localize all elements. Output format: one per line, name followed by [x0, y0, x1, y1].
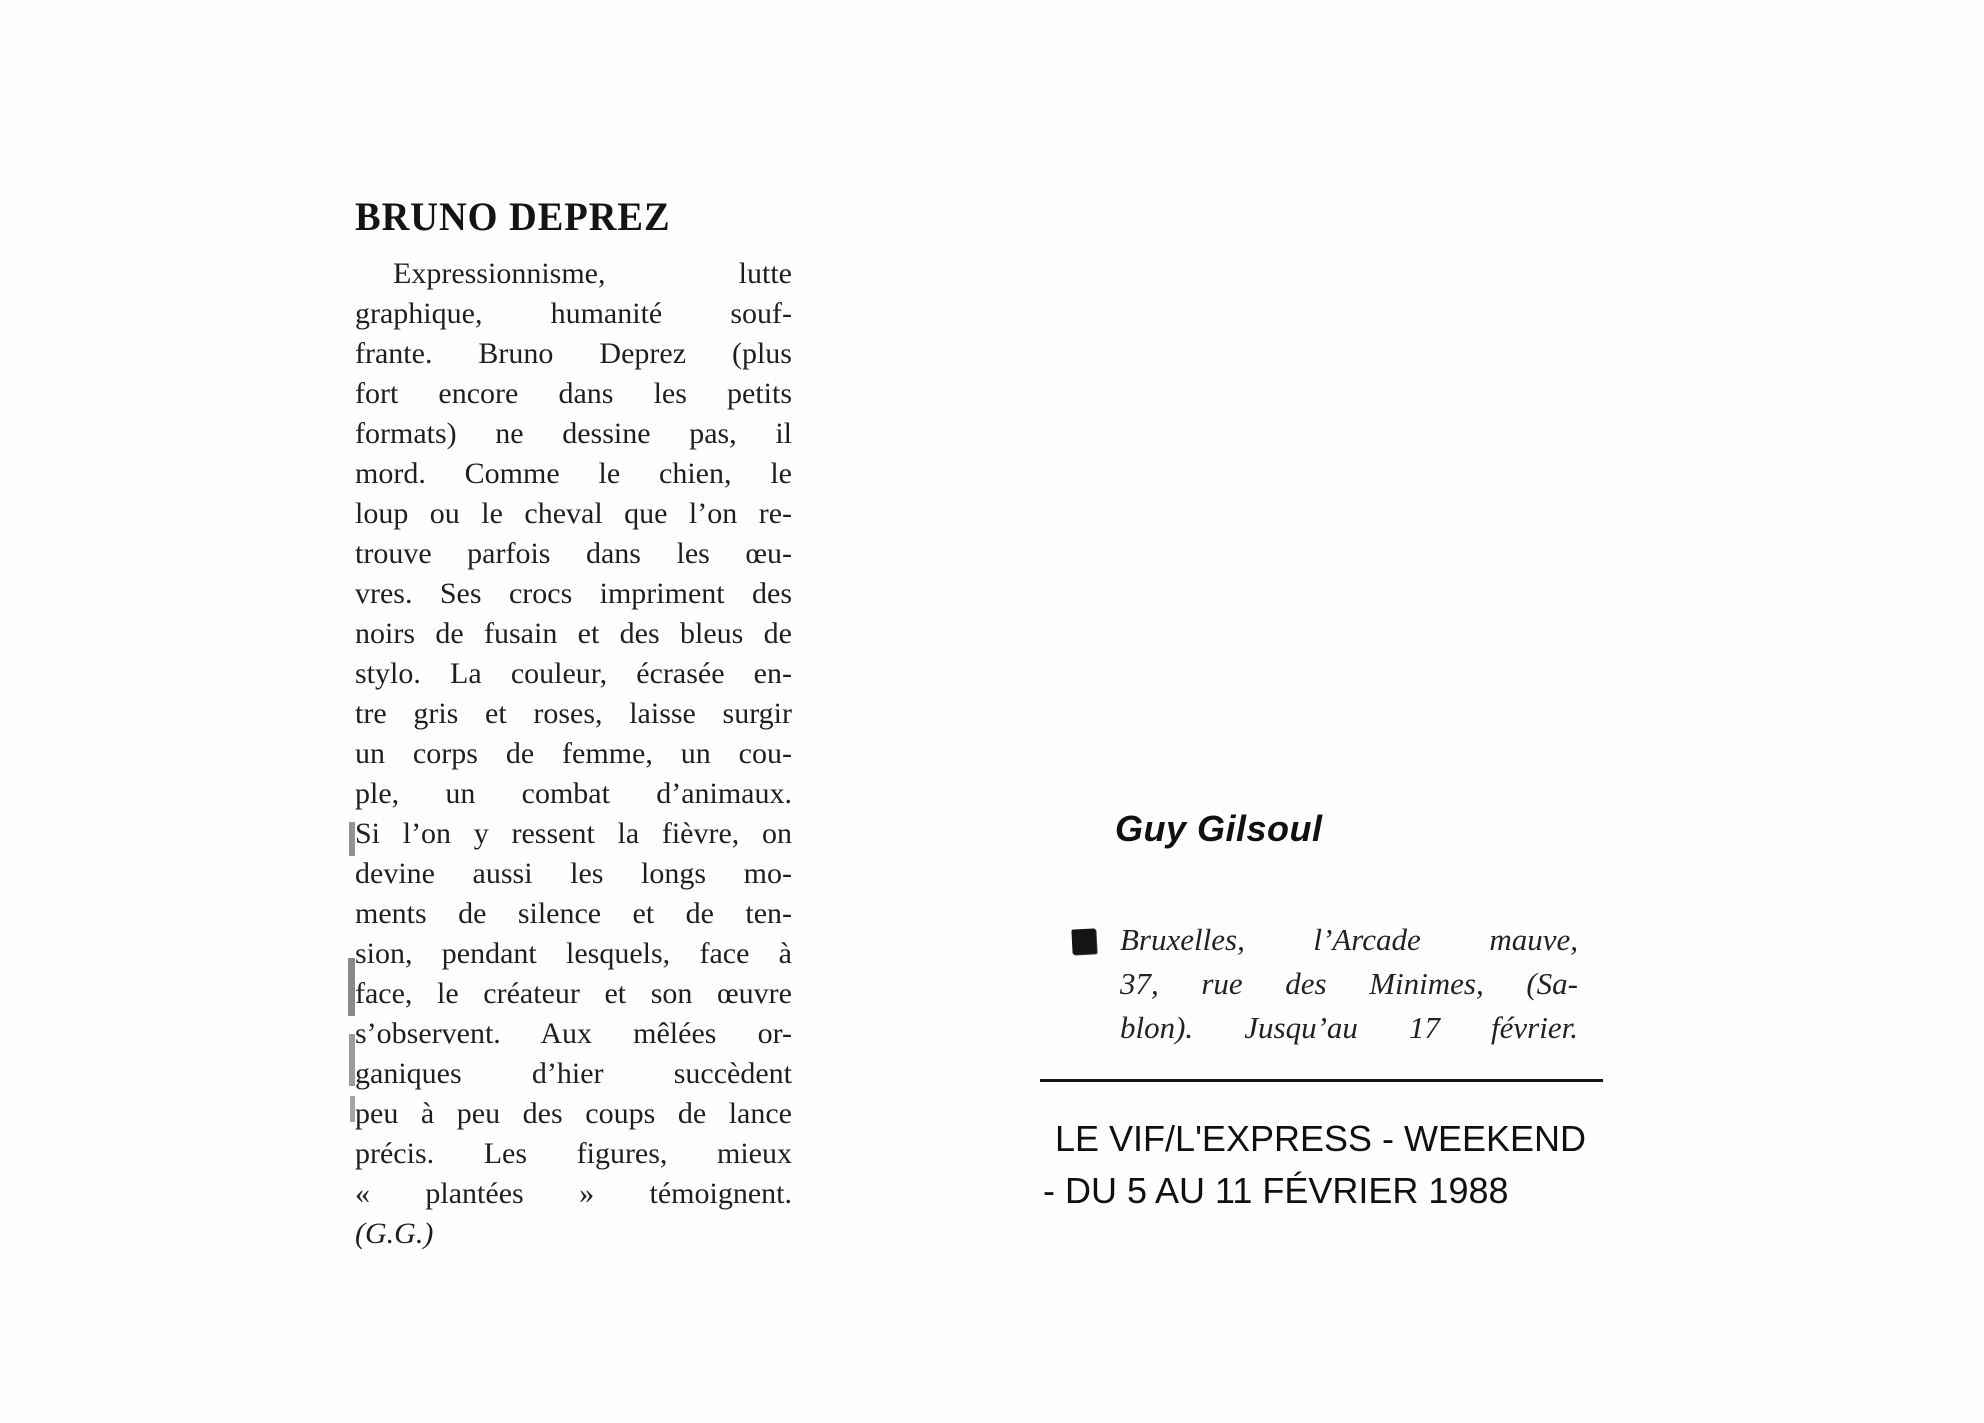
article-line: ganiques d’hier succèdent: [355, 1057, 792, 1090]
byline-author: Guy Gilsoul: [1115, 808, 1323, 849]
article-line: Si l’on y ressent la fièvre, on: [355, 817, 792, 850]
scan-artifact: [350, 1096, 355, 1122]
article-line: sion, pendant lesquels, face à: [355, 937, 792, 970]
publication-name: LE VIF/L'EXPRESS - WEEKEND: [1055, 1118, 1587, 1159]
venue-note: [1120, 918, 1578, 1050]
article-line: s’observent. Aux mêlées or-: [355, 1017, 792, 1050]
article-line: ple, un combat d’animaux.: [355, 777, 792, 810]
article-line: ments de silence et de ten-: [355, 897, 792, 930]
article-line: vres. Ses crocs impriment des: [355, 577, 792, 610]
scan-artifact: [349, 822, 355, 856]
venue-line: Bruxelles, l’Arcade mauve,: [1120, 922, 1578, 957]
article-column: [355, 193, 792, 1254]
publication-banner: [1043, 1113, 1586, 1217]
article-line: noirs de fusain et des bleus de: [355, 617, 792, 650]
article-line: face, le créateur et son œuvre: [355, 977, 792, 1010]
divider-rule: [1040, 1079, 1603, 1082]
article-line: mord. Comme le chien, le: [355, 457, 792, 490]
article-line: tre gris et roses, laisse surgir: [355, 697, 792, 730]
venue-line: blon). Jusqu’au 17 février.: [1120, 1010, 1578, 1045]
venue-line: 37, rue des Minimes, (Sa-: [1120, 966, 1578, 1001]
article-line: peu à peu des coups de lance: [355, 1097, 792, 1130]
article-line: loup ou le cheval que l’on re-: [355, 497, 792, 530]
square-bullet-icon: [1071, 928, 1096, 954]
article-line: graphique, humanité souf-: [355, 297, 792, 330]
scan-artifact: [349, 1034, 355, 1086]
article-line: un corps de femme, un cou-: [355, 737, 792, 770]
article-line: devine aussi les longs mo-: [355, 857, 792, 890]
article-headline: BRUNO DEPREZ: [355, 194, 671, 239]
article-body: [355, 254, 792, 1254]
article-line: stylo. La couleur, écrasée en-: [355, 657, 792, 690]
article-line: précis. Les figures, mieux: [355, 1137, 792, 1170]
scan-artifact: [348, 958, 355, 1016]
article-signature: (G.G.): [355, 1217, 434, 1250]
publication-date-range: - DU 5 AU 11 FÉVRIER 1988: [1043, 1170, 1509, 1211]
article-line: formats) ne dessine pas, il: [355, 417, 792, 450]
article-line: frante. Bruno Deprez (plus: [355, 337, 792, 370]
article-line: fort encore dans les petits: [355, 377, 792, 410]
article-line: Expressionnisme, lutte: [393, 257, 792, 290]
article-line: trouve parfois dans les œu-: [355, 537, 792, 570]
article-line: « plantées » témoignent.: [355, 1177, 792, 1210]
